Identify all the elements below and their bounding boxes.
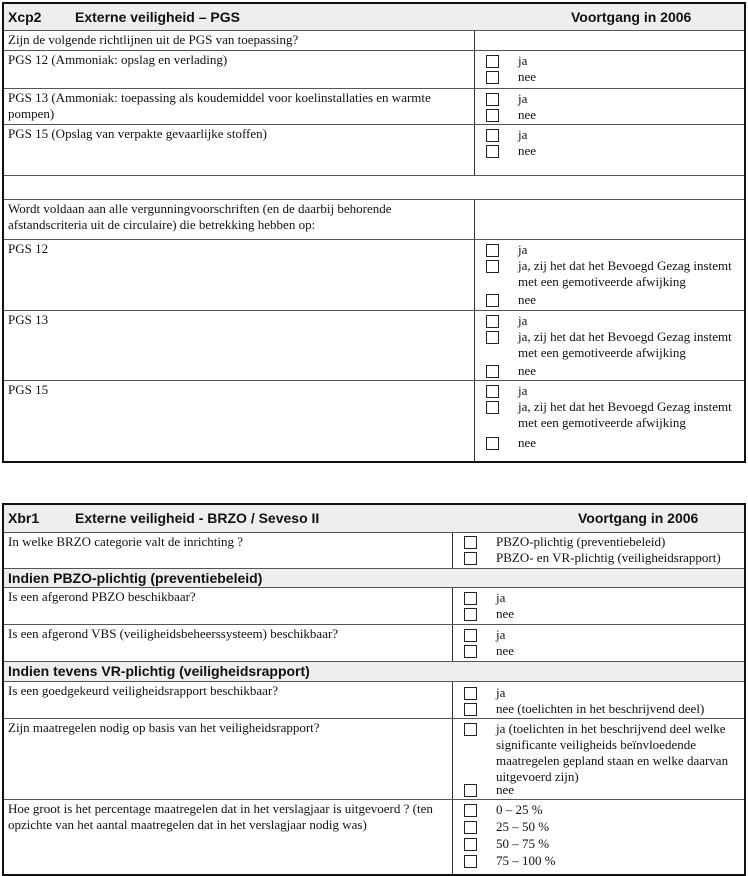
option-label: ja — [518, 127, 528, 142]
option-label: ja — [518, 242, 528, 257]
column-divider — [452, 800, 453, 874]
question-text: Zijn maatregelen nodig op basis van het veiligheidsrapport? — [8, 720, 320, 735]
option-label: nee — [518, 107, 537, 122]
option-label: 50 – 75 % — [496, 836, 550, 851]
table-row — [4, 124, 744, 175]
question-text: PGS 15 — [8, 382, 49, 397]
table-row — [4, 624, 744, 661]
checkbox[interactable] — [464, 687, 477, 700]
option-label: ja — [518, 53, 528, 68]
section-heading-row — [4, 568, 744, 587]
checkbox[interactable] — [464, 855, 477, 868]
question-text: Zijn de volgende richtlijnen uit de PGS van toepassing? — [8, 32, 299, 47]
option-label: ja, zij het dat het Bevoegd Gezag instemt met een gemotiveerde afwijking — [518, 258, 732, 289]
option-label: ja (toelichten in het beschrijvend deel welke significante veiligheids beïnvloedende maatregelen gepland staan en welke daarvan uitgevoerd zijn) — [496, 721, 729, 784]
table-row — [4, 199, 744, 239]
pgs-table — [2, 2, 746, 463]
column-divider — [474, 381, 475, 461]
column-divider — [452, 588, 453, 624]
checkbox[interactable] — [464, 838, 477, 851]
section-heading-row — [4, 661, 744, 681]
section-title: Externe veiligheid – PGS — [75, 9, 240, 25]
question-text: Hoe groot is het percentage maatregelen dat in het verslagjaar is uitgevoerd ? (ten opzichte van het aantal maatregelen dat in het verslagjaar nodig was) — [8, 801, 433, 832]
option-label: ja — [496, 590, 506, 605]
question-text: Is een goedgekeurd veiligheidsrapport beschikbaar? — [8, 683, 279, 698]
option-label: nee — [518, 143, 537, 158]
question-text: Is een afgerond PBZO beschikbaar? — [8, 589, 196, 604]
option-label: ja — [518, 313, 528, 328]
column-divider — [474, 240, 475, 310]
table-row — [4, 380, 744, 461]
column-divider — [452, 682, 453, 718]
option-label: PBZO- en VR-plichtig (veiligheidsrapport) — [496, 550, 721, 565]
option-label: ja — [518, 91, 528, 106]
table-row — [4, 239, 744, 310]
option-label: 75 – 100 % — [496, 853, 556, 868]
question-text: In welke BRZO categorie valt de inrichting ? — [8, 534, 244, 549]
section-code: Xbr1 — [8, 510, 40, 526]
progress-label: Voortgang in 2006 — [578, 510, 699, 526]
column-divider — [474, 51, 475, 88]
progress-label: Voortgang in 2006 — [571, 9, 692, 25]
question-text: PGS 13 — [8, 312, 49, 327]
option-label: 0 – 25 % — [496, 802, 543, 817]
section-heading: Indien PBZO-plichtig (preventiebeleid) — [8, 570, 263, 586]
checkbox[interactable] — [464, 804, 477, 817]
column-divider — [474, 89, 475, 124]
option-label: ja — [496, 627, 506, 642]
option-label: nee — [518, 292, 537, 307]
table-row — [4, 88, 744, 124]
question-text: PGS 13 (Ammoniak: toepassing als koudemiddel voor koelinstallaties en warmte pompen) — [8, 90, 431, 121]
brzo-table — [2, 503, 746, 876]
question-text: PGS 12 — [8, 241, 49, 256]
checkbox[interactable] — [464, 703, 477, 716]
option-label: ja — [518, 383, 528, 398]
checkbox[interactable] — [486, 385, 499, 398]
question-text: Is een afgerond VBS (veiligheidsbeheerssysteem) beschikbaar? — [8, 626, 339, 641]
table-row — [4, 310, 744, 380]
column-divider — [452, 625, 453, 661]
table-row — [4, 718, 744, 799]
option-label: nee — [518, 363, 537, 378]
pgs-table-header — [4, 4, 744, 30]
checkbox[interactable] — [486, 93, 499, 106]
option-label: ja, zij het dat het Bevoegd Gezag instemt met een gemotiveerde afwijking — [518, 399, 732, 430]
checkbox[interactable] — [486, 315, 499, 328]
checkbox[interactable] — [486, 145, 499, 158]
table-row — [4, 799, 744, 874]
checkbox[interactable] — [464, 536, 477, 549]
option-label: PBZO-plichtig (preventiebeleid) — [496, 534, 666, 549]
checkbox[interactable] — [464, 723, 477, 736]
checkbox[interactable] — [486, 260, 499, 273]
checkbox[interactable] — [464, 629, 477, 642]
column-divider — [474, 311, 475, 380]
checkbox[interactable] — [486, 437, 499, 450]
section-code: Xcp2 — [8, 9, 42, 25]
option-label: 25 – 50 % — [496, 819, 550, 834]
checkbox[interactable] — [464, 821, 477, 834]
question-text: PGS 12 (Ammoniak: opslag en verlading) — [8, 52, 228, 67]
column-divider — [474, 200, 475, 239]
checkbox[interactable] — [486, 109, 499, 122]
table-row — [4, 532, 744, 568]
brzo-table-header — [4, 505, 744, 532]
question-text: PGS 15 (Opslag van verpakte gevaarlijke stoffen) — [8, 126, 267, 141]
checkbox[interactable] — [486, 71, 499, 84]
checkbox[interactable] — [486, 244, 499, 257]
section-title: Externe veiligheid - BRZO / Seveso II — [75, 510, 320, 526]
question-text: Wordt voldaan aan alle vergunningvoorschriften (en de daarbij behorende afstandscriteria uit de circulaire) die betrekking hebben op: — [8, 201, 392, 232]
checkbox[interactable] — [486, 365, 499, 378]
option-label: ja — [496, 685, 506, 700]
option-label: nee — [496, 606, 515, 621]
checkbox[interactable] — [486, 55, 499, 68]
table-row — [4, 50, 744, 88]
table-row — [4, 681, 744, 718]
section-heading: Indien tevens VR-plichtig (veiligheidsrapport) — [8, 663, 310, 679]
checkbox[interactable] — [464, 552, 477, 565]
option-label: nee — [518, 435, 537, 450]
checkbox[interactable] — [486, 294, 499, 307]
column-divider — [452, 533, 453, 568]
checkbox[interactable] — [464, 592, 477, 605]
table-row — [4, 30, 744, 50]
checkbox[interactable] — [464, 645, 477, 658]
checkbox[interactable] — [486, 331, 499, 344]
option-label: nee — [518, 69, 537, 84]
checkbox[interactable] — [464, 608, 477, 621]
checkbox[interactable] — [486, 129, 499, 142]
option-label: nee (toelichten in het beschrijvend deel) — [496, 701, 705, 716]
option-label: ja, zij het dat het Bevoegd Gezag instemt met een gemotiveerde afwijking — [518, 329, 732, 360]
checkbox[interactable] — [464, 784, 477, 797]
column-divider — [452, 719, 453, 799]
column-divider — [474, 125, 475, 175]
option-label: nee — [496, 643, 515, 658]
spacer-row — [4, 175, 744, 199]
column-divider — [474, 31, 475, 50]
option-label: nee — [496, 782, 515, 797]
table-row — [4, 587, 744, 624]
checkbox[interactable] — [486, 401, 499, 414]
